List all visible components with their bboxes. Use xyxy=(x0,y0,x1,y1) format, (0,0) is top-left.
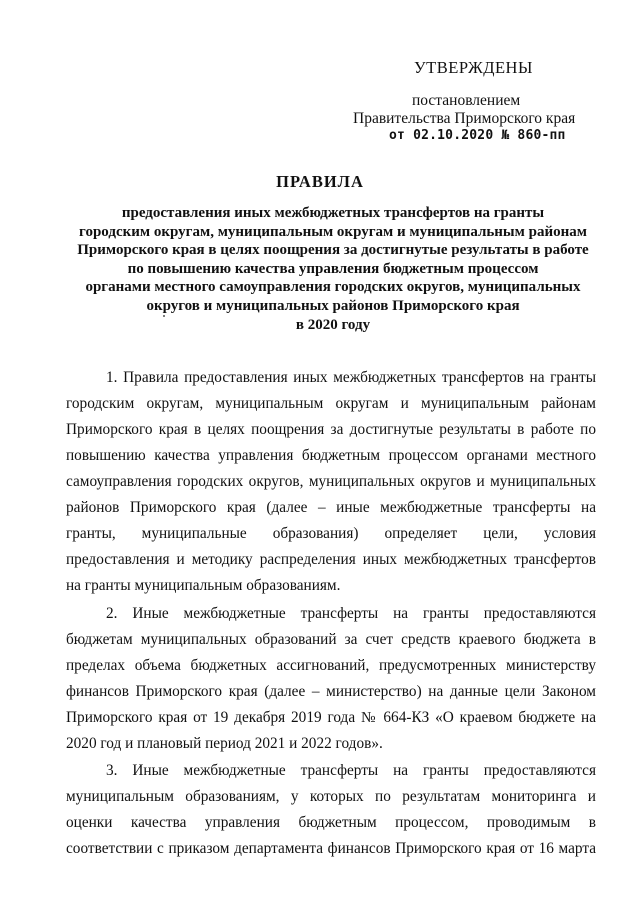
paragraph-line: 2. Иные межбюджетные трансферты на гранты предоставляются xyxy=(106,605,596,622)
paragraph-1 xyxy=(66,365,596,599)
subtitle-line: предоставления иных межбюджетных трансфертов на гранты xyxy=(121,205,545,221)
paragraph-line: 1. Правила предоставления иных межбюджетных трансфертов на гранты xyxy=(106,369,596,386)
paragraph-line: муниципальным образованиям, у которых по результатам мониторинга и xyxy=(66,788,596,805)
paragraph-line: районов Приморского края (далее – иные межбюджетные трансферты на xyxy=(66,499,596,516)
paragraph-line: предоставления и методику распределения иных межбюджетных трансфертов xyxy=(66,551,596,568)
approval-stamp-heading: УТВЕРЖДЕНЫ xyxy=(414,58,533,77)
paragraph-line: 3. Иные межбюджетные трансферты на гранты предоставляются xyxy=(106,762,596,779)
subtitle-line: в 2020 году xyxy=(295,316,371,333)
paragraph-line: гранты, муниципальные образования) определяет цели, условия xyxy=(66,525,596,542)
decree-label: постановлением xyxy=(412,92,521,109)
paragraph-line: на гранты муниципальным образованиям. xyxy=(66,577,341,594)
document-subtitle xyxy=(70,204,596,334)
paragraph-line: самоуправления городских округов, муниципальных округов и муниципальных xyxy=(66,473,596,490)
paragraph-line: бюджетам муниципальных образований за счет средств краевого бюджета в xyxy=(66,631,596,648)
subtitle-line: по повышению качества управления бюджетным процессом xyxy=(127,260,539,277)
paragraph-line: финансов Приморского края (далее – министерство) на данные цели Законом xyxy=(66,683,596,700)
paragraph-2 xyxy=(66,601,596,757)
decree-date-number: от 02.10.2020 № 860-пп xyxy=(389,128,566,143)
paragraph-line: Приморского края в целях поощрения за достигнутые результаты в работе по xyxy=(66,421,596,438)
government-label: Правительства Приморского края xyxy=(353,110,576,127)
paragraph-line: оценки качества управления бюджетным процессом, проводимым в xyxy=(66,814,596,831)
subtitle-line: органами местного самоуправления городских округов, муниципальных xyxy=(85,279,581,296)
paragraph-line: городским округам, муниципальным округам и муниципальным районам xyxy=(66,395,596,412)
paragraph-line: Приморского края от 19 декабря 2019 года № 664-КЗ «О краевом бюджете на xyxy=(66,709,596,726)
document-title: ПРАВИЛА xyxy=(276,172,364,191)
subtitle-line: городским округам, муниципальным округам и муниципальным районам xyxy=(79,223,587,240)
paragraph-line: пределах объема бюджетных ассигнований, предусмотренных министерству xyxy=(66,657,596,674)
subtitle-line: Приморского края в целях поощрения за достигнутые результаты в работе xyxy=(77,242,589,259)
paragraph-line: соответствии с приказом департамента финансов Приморского края от 16 марта xyxy=(66,840,596,857)
paragraph-line: 2020 год и плановый период 2021 и 2022 годов». xyxy=(66,735,383,752)
scan-speck xyxy=(163,315,165,317)
paragraph-line: повышению качества управления бюджетным процессом органами местного xyxy=(66,447,596,464)
subtitle-line: округов и муниципальных районов Приморского края xyxy=(146,297,520,314)
paragraph-3 xyxy=(66,758,596,862)
